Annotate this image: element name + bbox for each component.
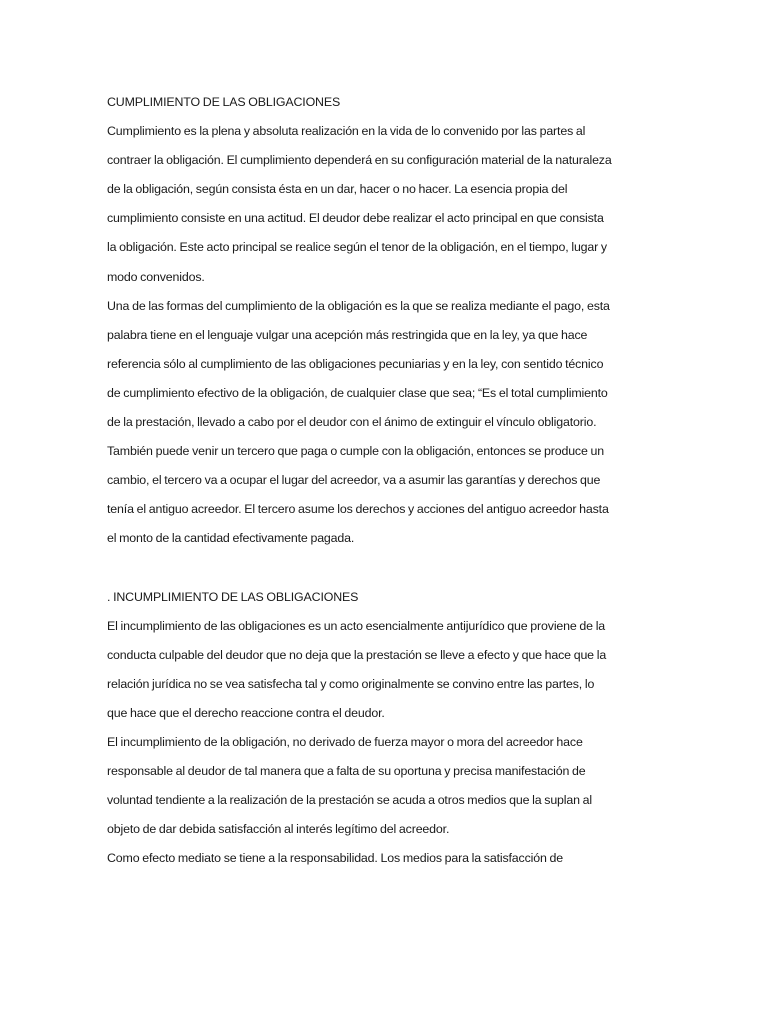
- paragraph-tercero: También puede venir un tercero que paga o cumple con la obligación, entonces se produce un cambio, el tercero va a ocupar el lugar del acreedor, va a asumir las garantías y derechos que tenía el antiguo acreedor. El tercero asume los derechos y acciones del antiguo acreedor hasta el monto de la cantidad efectivamente pagada.: [107, 444, 609, 546]
- section-heading-incumplimiento: . INCUMPLIMIENTO DE LAS OBLIGACIONES: [107, 589, 359, 604]
- paragraph-efecto-mediato: Como efecto mediato se tiene a la responsabilidad. Los medios para la satisfacción de: [107, 851, 563, 866]
- paragraph-incumplimiento-definicion: El incumplimiento de las obligaciones es un acto esencialmente antijurídico que proviene de la conducta culpable del deudor que no deja que la prestación se lleve a efecto y que hace que la relación jurídica no se vea satisfecha tal y como originalmente se convino entre las partes, lo que hace que el derecho reaccione contra el deudor.: [107, 618, 607, 720]
- paragraph-pago: Una de las formas del cumplimiento de la obligación es la que se realiza mediante el pago, esta palabra tiene en el lenguaje vulgar una acepción más restringida que en la ley, ya que hace referencia sólo al cumplimiento de las obligaciones pecuniarias y en la ley, con sentido técnico de cumplimiento efectivo de la obligación, de cualquier clase que sea; “Es el total cumplimiento de la prestación, llevado a cabo por el deudor con el ánimo de extinguir el vínculo obligatorio.: [107, 298, 610, 430]
- paragraph-cumplimiento-definicion: Cumplimiento es la plena y absoluta realización en la vida de lo convenido por las partes al contraer la obligación. El cumplimiento dependerá en su configuración material de la naturaleza de la obligación, según consista ésta en un dar, hacer o no hacer. La esencia propia del cumplimiento consiste en una actitud. El deudor debe realizar el acto principal en que consista la obligación. Este acto principal se realice según el tenor de la obligación, en el tiempo, lugar y modo convenidos.: [107, 124, 612, 284]
- paragraph-responsabilidad-deudor: El incumplimiento de la obligación, no derivado de fuerza mayor o mora del acreedor hace responsable al deudor de tal manera que a falta de su oportuna y precisa manifestación de voluntad tendiente a la realización de la prestación se acuda a otros medios que la suplan al objeto de dar debida satisfacción al interés legítimo del acreedor.: [107, 734, 593, 837]
- section-spacer: [107, 554, 612, 583]
- section-heading-cumplimiento: CUMPLIMIENTO DE LAS OBLIGACIONES: [107, 95, 341, 109]
- document-page: [107, 88, 612, 873]
